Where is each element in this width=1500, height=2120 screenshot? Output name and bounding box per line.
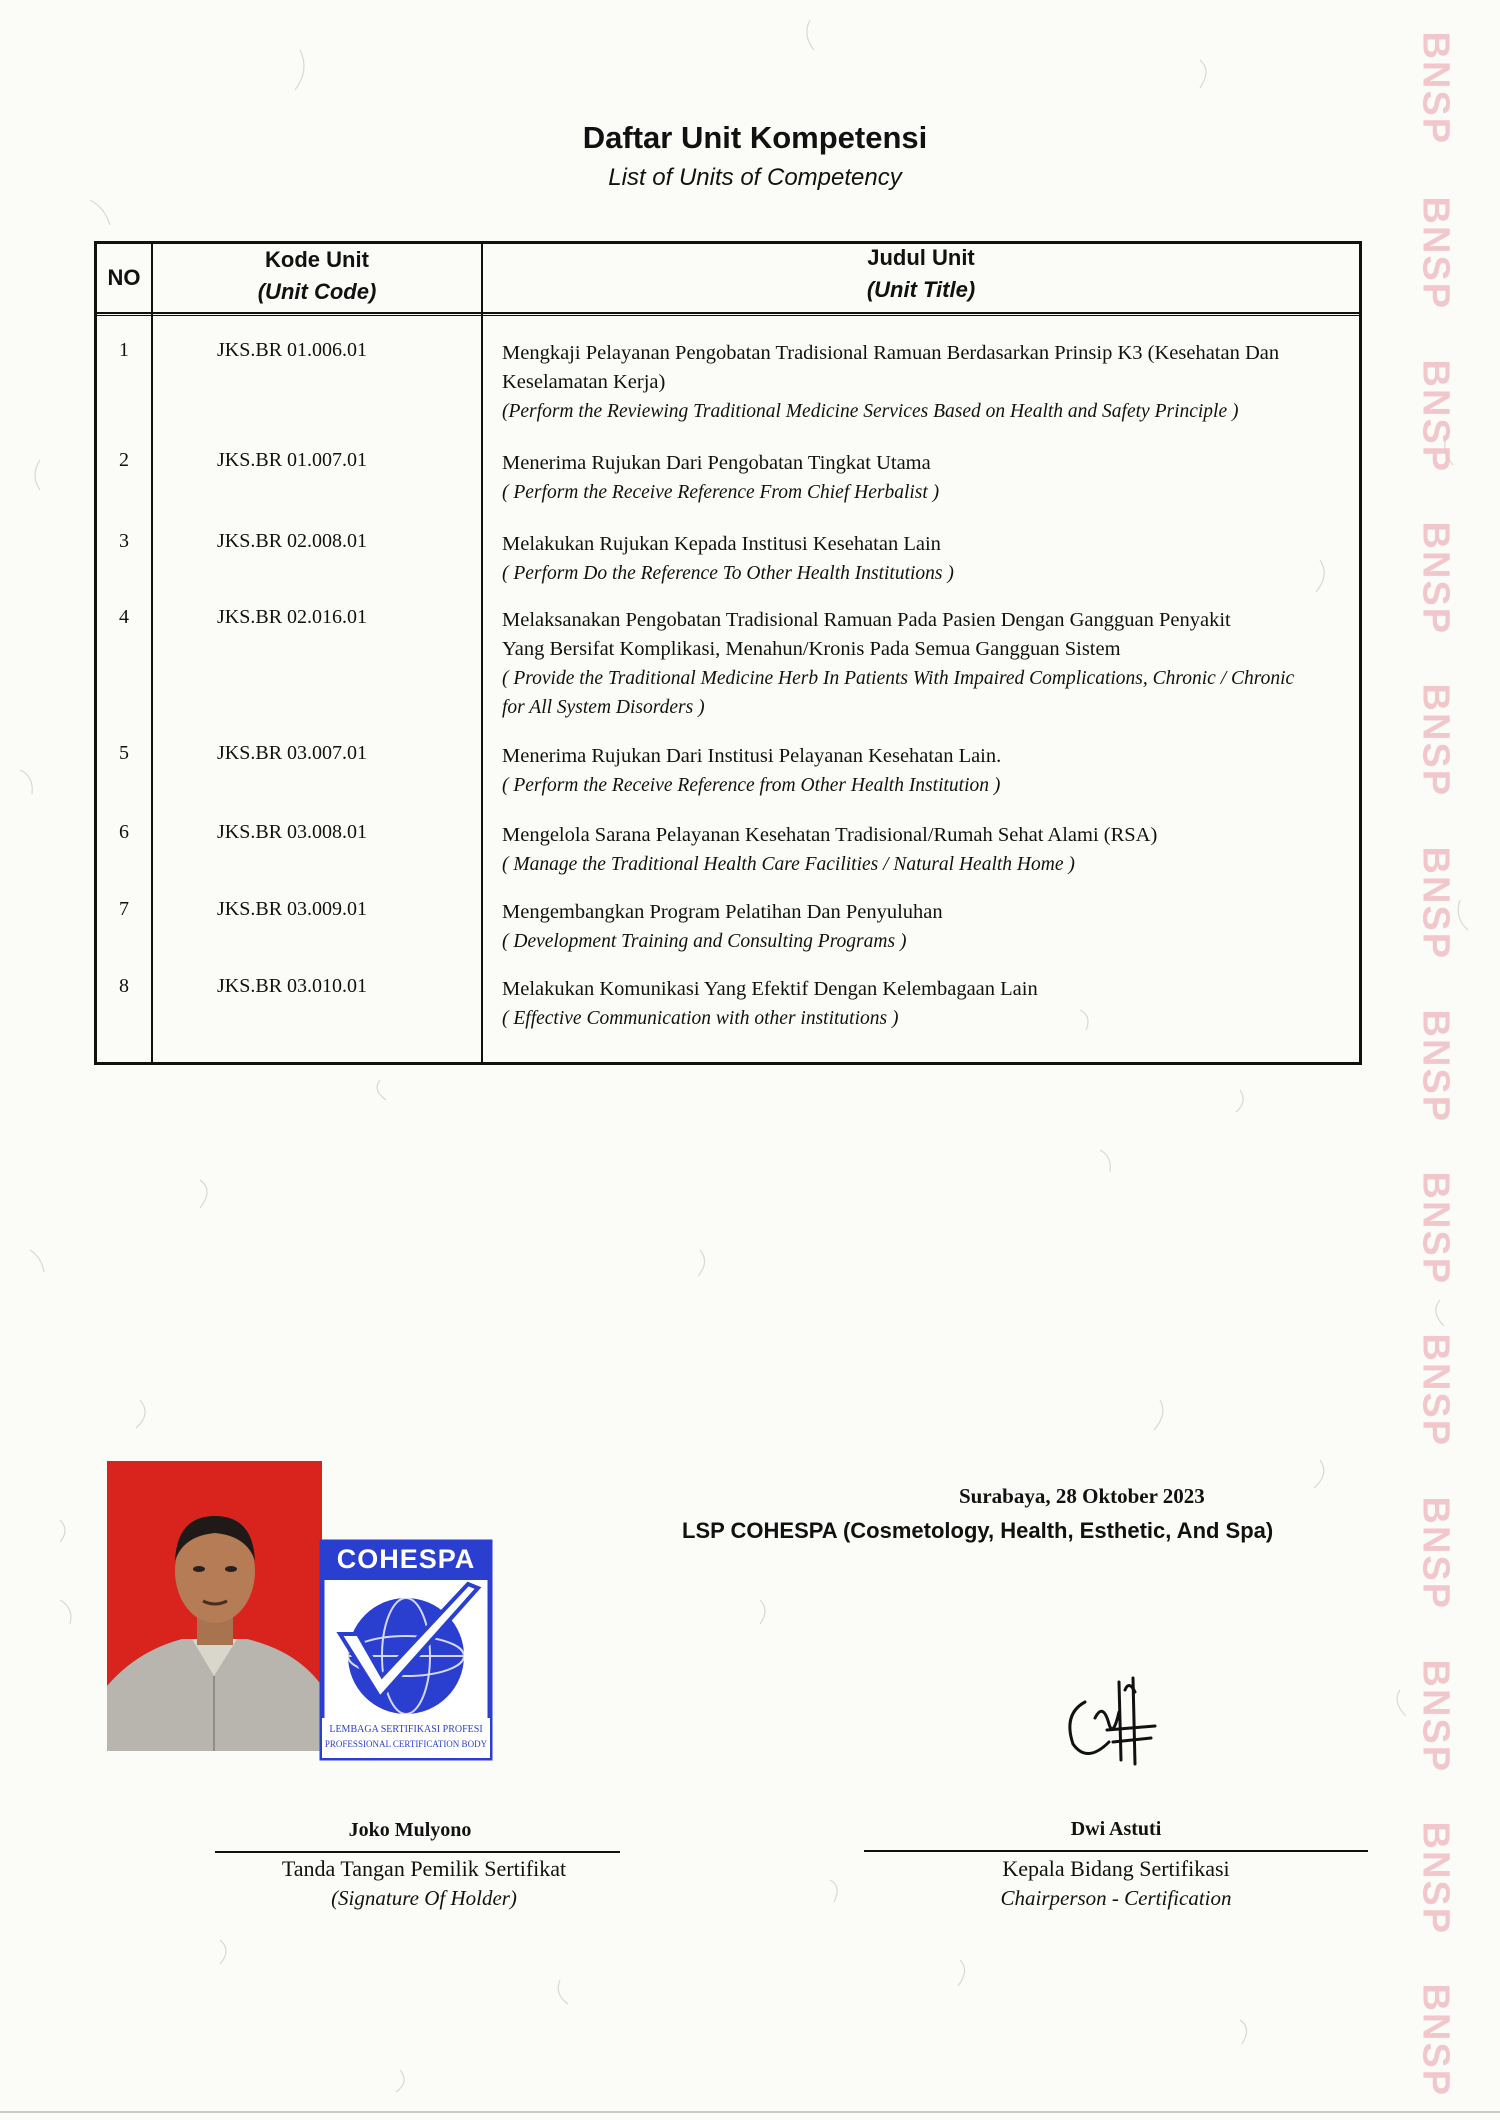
unit-title-en-line: ( Perform the Receive Reference From Chief Herbalist ) — [502, 482, 940, 503]
unit-title-line: Menerima Rujukan Dari Institusi Pelayanan Kesehatan Lain. — [502, 745, 1002, 767]
officer-role: Kepala Bidang Sertifikasi — [1002, 1856, 1230, 1881]
unit-title-line: Melakukan Komunikasi Yang Efektif Dengan Kelembagaan Lain — [502, 978, 1038, 1000]
row-number: 5 — [119, 742, 129, 764]
header-code-label-en: (Unit Code) — [257, 279, 377, 304]
unit-title-en-line: ( Perform the Receive Reference from Other Health Institution ) — [502, 775, 1001, 796]
officer-signature — [1055, 1672, 1165, 1772]
unit-code: JKS.BR 03.007.01 — [217, 742, 368, 764]
page-title: Daftar Unit Kompetensi — [582, 120, 928, 155]
unit-title — [502, 975, 1357, 1033]
competency-table — [94, 241, 1362, 1065]
issuing-organization: LSP COHESPA (Cosmetology, Health, Esthetic, And Spa) — [682, 1518, 1274, 1543]
unit-title — [502, 821, 1357, 879]
unit-title-en-line: ( Development Training and Consulting Programs ) — [502, 931, 907, 952]
stamp-line-2: PROFESSIONAL CERTIFICATION BODY — [324, 1739, 488, 1749]
watermark-text: BNSP — [1414, 846, 1457, 961]
unit-code: JKS.BR 01.006.01 — [217, 339, 368, 361]
header-code — [153, 244, 481, 308]
watermark-text: BNSP — [1414, 1496, 1457, 1611]
unit-title — [502, 530, 1357, 588]
unit-code: JKS.BR 01.007.01 — [217, 449, 368, 471]
watermark-text: BNSP — [1414, 1821, 1457, 1936]
row-number: 1 — [119, 339, 129, 361]
unit-title-en-line: for All System Disorders ) — [502, 697, 705, 718]
header-title — [483, 242, 1359, 306]
holder-role-en: (Signature Of Holder) — [331, 1886, 517, 1910]
unit-code: JKS.BR 03.009.01 — [217, 898, 368, 920]
unit-title-en-line: ( Perform Do the Reference To Other Health Institutions ) — [502, 563, 954, 584]
watermark-text: BNSP — [1414, 359, 1457, 474]
unit-code: JKS.BR 02.016.01 — [217, 606, 368, 628]
unit-title-line: Keselamatan Kerja) — [502, 371, 666, 393]
page-subtitle: List of Units of Competency — [608, 164, 902, 191]
watermark-text: BNSP — [1414, 1333, 1457, 1448]
unit-title-line: Mengembangkan Program Pelatihan Dan Penyuluhan — [502, 901, 943, 923]
watermark-text: BNSP — [1414, 683, 1457, 798]
unit-title — [502, 606, 1357, 722]
watermark-text: BNSP — [1414, 1171, 1457, 1286]
officer-role-en: Chairperson - Certification — [1000, 1886, 1232, 1910]
unit-title-line: Melakukan Rujukan Kepada Institusi Kesehatan Lain — [502, 533, 941, 555]
bnsp-watermark-strip — [1385, 0, 1485, 2120]
holder-photo — [107, 1461, 322, 1751]
place-date: Surabaya, 28 Oktober 2023 — [959, 1484, 1205, 1508]
header-no: NO — [107, 265, 141, 290]
unit-title-en-line: (Perform the Reviewing Traditional Medicine Services Based on Health and Safety Principle ) — [502, 401, 1239, 422]
row-number: 6 — [119, 821, 129, 843]
stamp-brand: COHESPA — [336, 1544, 476, 1574]
cohespa-stamp — [318, 1538, 494, 1762]
row-number: 2 — [119, 449, 129, 471]
holder-name: Joko Mulyono — [348, 1819, 472, 1841]
holder-role: Tanda Tangan Pemilik Sertifikat — [281, 1856, 567, 1881]
unit-code: JKS.BR 03.010.01 — [217, 975, 368, 997]
unit-title-line: Yang Bersifat Komplikasi, Menahun/Kronis Pada Semua Gangguan Sistem — [502, 638, 1121, 660]
unit-title-line: Melaksanakan Pengobatan Tradisional Ramuan Pada Pasien Dengan Gangguan Penyakit — [502, 609, 1231, 631]
unit-title-en-line: ( Manage the Traditional Health Care Facilities / Natural Health Home ) — [502, 854, 1075, 875]
unit-title — [502, 449, 1357, 507]
stamp-line-1: LEMBAGA SERTIFIKASI PROFESI — [329, 1724, 483, 1735]
watermark-text: BNSP — [1414, 1009, 1457, 1124]
officer-name: Dwi Astuti — [1070, 1818, 1162, 1840]
officer-signature-line — [864, 1850, 1368, 1852]
unit-title — [502, 898, 1357, 956]
row-number: 4 — [119, 606, 129, 628]
header-title-label: Judul Unit — [867, 245, 975, 270]
watermark-text: BNSP — [1414, 1659, 1457, 1774]
header-title-label-en: (Unit Title) — [866, 277, 976, 302]
unit-title-en-line: ( Effective Communication with other institutions ) — [502, 1008, 899, 1029]
unit-title — [502, 339, 1357, 426]
header-code-label: Kode Unit — [265, 247, 369, 272]
watermark-text: BNSP — [1414, 1983, 1457, 2098]
holder-signature-line — [215, 1851, 620, 1853]
row-number: 3 — [119, 530, 129, 552]
unit-code: JKS.BR 03.008.01 — [217, 821, 368, 843]
watermark-text: BNSP — [1414, 31, 1457, 146]
unit-title — [502, 742, 1357, 800]
unit-code: JKS.BR 02.008.01 — [217, 530, 368, 552]
unit-title-en-line: ( Provide the Traditional Medicine Herb In Patients With Impaired Complications, Chronic / Chronic — [502, 668, 1295, 689]
watermark-text: BNSP — [1414, 521, 1457, 636]
unit-title-line: Menerima Rujukan Dari Pengobatan Tingkat Utama — [502, 452, 931, 474]
row-number: 7 — [119, 898, 129, 920]
unit-title-line: Mengkaji Pelayanan Pengobatan Tradisional Ramuan Berdasarkan Prinsip K3 (Kesehatan Dan — [502, 342, 1280, 364]
unit-title-line: Mengelola Sarana Pelayanan Kesehatan Tradisional/Rumah Sehat Alami (RSA) — [502, 824, 1158, 846]
watermark-text: BNSP — [1414, 196, 1457, 311]
row-number: 8 — [119, 975, 129, 997]
